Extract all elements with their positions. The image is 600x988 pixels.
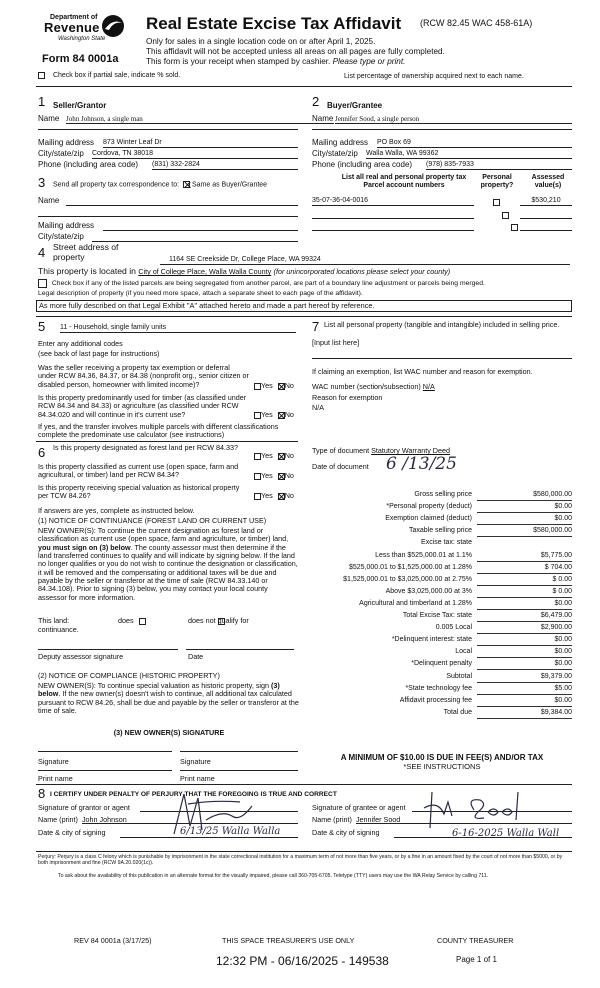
s5-q2-yes-label: Yes [261,410,273,419]
section2-number: 2 [312,94,320,109]
s5-q1-yes-checkbox[interactable] [254,383,261,390]
header-line3 [146,57,405,66]
reason-label: Reason for exemption [312,393,383,402]
located-row [38,267,572,277]
calc-label: Local [455,648,472,656]
county-treasurer: COUNTY TREASURER [437,936,514,945]
section5-rule [36,316,572,317]
section5-number: 5 [38,319,46,334]
exemption-text: If claiming an exemption, list WAC number and reason for exemption. [312,367,533,376]
s6-q3-no-checkbox[interactable] [278,493,285,500]
owner-sig-2-label: Signature [180,757,211,766]
calc-label: *Delinquent interest: state [391,636,472,644]
corr-city-field[interactable] [92,241,298,242]
personal-property-rule [312,358,572,359]
calc-label: Excise tax: state [421,539,472,547]
header-rule [36,86,572,87]
calc-value[interactable]: $0.00 [477,697,572,707]
owner-sig-1-field[interactable] [38,747,172,752]
same-as-buyer-label: Same as Buyer/Grantee [191,181,268,189]
calc-row [300,624,572,636]
calc-value[interactable]: $0.00 [477,515,572,525]
calc-row [300,491,572,503]
buyer-heading: Buyer/Grantee [327,101,383,110]
corr-name-label: Name [38,196,60,205]
grantor-date-field[interactable]: 6/13/25 Walla Walla [180,826,281,837]
same-as-buyer-checkbox[interactable] [183,181,190,188]
logo-state: Washington State [58,36,106,42]
s5-q2-note: If yes, and the transfer involves multiple parcels with different classifications complete the predominate use calculator (see instructions) [38,422,279,440]
buyer-phone-field[interactable]: (978) 835-7933 [426,161,572,170]
s6-q1-no-label: No [284,451,294,460]
buyer-name-label: Name [312,114,334,123]
buyer-name-row [312,114,572,123]
calc-value[interactable]: $580,000.00 [477,527,572,537]
seller-heading: Seller/Grantor [53,101,107,110]
calc-row [300,685,572,697]
logo-swoosh-icon [100,14,126,38]
page-number: Page 1 of 1 [456,955,497,964]
land-does-label: does [118,616,134,625]
reason-field[interactable]: N/A [312,403,324,412]
grantee-date-field[interactable]: 6-16-2025 Walla Wall [452,828,560,839]
owner-print-1-field[interactable] [38,766,172,771]
notice3-title: (3) NEW OWNER(S) SIGNATURE [113,728,225,737]
calc-label: Taxable selling price [408,527,472,535]
seller-mail-row [38,138,298,147]
parcels-header [330,174,478,190]
buyer-rule-1 [312,129,572,130]
calc-row [300,527,572,539]
buyer-city-label: City/state/zip [312,149,358,158]
segregated-label: Check box if any of the listed parcels are being segregated from another parcel, are part of a boundary line adjustment or parcels being merged. [51,280,485,288]
partial-sale-checkbox[interactable] [38,72,45,79]
s6-q1-no-checkbox[interactable] [278,453,285,460]
header-line3-text: This form is your receipt when stamped by cashier. [146,57,331,66]
seller-name-row [38,114,298,123]
legal-desc-box[interactable]: As more fully described on that Legal Exhibit "A" attached hereto and made a part hereof by reference. [36,300,572,312]
rev-number: REV 84 0001a (3/17/25) [74,936,152,945]
section6-number: 6 [38,445,46,460]
s5-q2-options [254,411,294,419]
date-city-grantor-label: Date & city of signing [38,828,106,837]
doc-type-field[interactable]: Statutory Warranty Deed [371,446,450,455]
calc-row [300,697,572,709]
wac-field[interactable]: N/A [422,382,435,391]
legal-desc-label: Legal description of property (if you need more space, attach a separate sheet to each page of the affidavit). [38,290,363,297]
form-citation: (RCW 82.45 WAC 458-61A) [420,18,533,28]
buyer-phone-label: Phone (including area code) [312,160,413,169]
parcel-3-value[interactable] [520,222,572,231]
section6-rule [36,441,298,442]
personal-property-header: Personal property? [480,174,514,190]
deputy-date-field[interactable] [186,645,294,650]
calc-row [300,576,572,588]
personal-property-text: List all personal property (tangible and intangible) included in selling price. [324,320,560,329]
logo-revenue: Revenue [44,20,100,35]
calc-label: Subtotal [446,672,472,680]
calc-row [300,564,572,576]
calc-row [300,552,572,564]
notice2-body [38,682,300,715]
corr-mail-field[interactable] [103,230,298,231]
street-field[interactable]: 1164 SE Creekside Dr, College Place, WA 99324 [160,256,570,265]
calc-label: Total Excise Tax: state [402,612,472,619]
calc-label: $1,525,000.01 to $3,025,000.00 at 2.75% [343,575,472,583]
calc-label: Gross selling price [414,491,472,498]
corr-mail-label: Mailing address [38,221,95,230]
seller-name-label: Name [38,114,60,123]
owner-print-2-label: Print name [180,774,215,783]
calc-value[interactable]: $9,384.00 [477,709,572,719]
calc-label: $525,000.01 to $1,525,000.00 at 1.28% [349,563,472,571]
calc-value[interactable]: $6,479.00 [477,612,572,622]
section3-number: 3 [38,175,46,190]
deputy-sig-label: Deputy assessor signature [38,652,124,661]
parcel-1-value[interactable]: $530,210 [520,197,572,206]
s6-q2-yes-label: Yes [261,471,273,480]
wac-row [312,383,435,391]
calc-value[interactable]: $2,900.00 [477,624,572,634]
footer-rule [36,851,572,852]
section8-rule [36,784,572,785]
calc-value[interactable]: $0.00 [477,636,572,646]
s6-question-1: Is this property designated as forest land per RCW 84.33? [53,443,238,452]
section4-number: 4 [38,245,46,260]
use-code-field[interactable]: 11 - Household, single family units [60,324,296,333]
doc-date-field[interactable]: 6 /13/25 [386,454,457,474]
s6-q3-yes-checkbox[interactable] [254,493,261,500]
segregated-checkbox[interactable] [38,279,47,288]
calc-value[interactable] [477,539,572,549]
grantee-signature[interactable] [418,790,528,832]
sig-grantor-label: Signature of grantor or agent [38,803,130,812]
s5-q2-yes-checkbox[interactable] [254,412,261,419]
calc-row [300,503,572,515]
buyer-mail-row [312,138,572,147]
s6-q2-no-label: No [284,471,294,480]
notice1-body [38,527,298,602]
located-field[interactable]: City of College Place, Walla Walla County [138,267,272,276]
s6-q3-yes-label: Yes [261,491,273,500]
buyer-phone-row [312,160,572,169]
doc-type-label: Type of document [312,446,370,455]
calc-row [300,709,572,721]
calc-label: Affidavit processing fee [399,696,472,704]
calc-label: *Delinquent penalty [411,660,472,668]
continuance-label: continuance. [38,625,79,634]
perjury-text: Perjury: Perjury is a class C felony which is punishable by imprisonment in the state correctional institution for a maximum term of not more than five years, or by a fine in an amount fixed by the court of not more than $5000, or by both imprisonment and fine (RCW 9A.20.020(1c)). [38,854,563,867]
certify-text: I CERTIFY UNDER PENALTY OF PERJURY THAT THE FOREGOING IS TRUE AND CORRECT [50,791,337,798]
form-number: Form 84 0001a [42,53,119,65]
calc-row [300,588,572,600]
calc-label: Exemption claimed (deduct) [385,515,472,523]
form-title: Real Estate Excise Tax Affidavit [146,14,402,33]
header-line1: Only for sales in a single location code on or after April 1, 2025. [146,37,376,46]
corr-name-field[interactable] [66,205,298,206]
seller-city-label: City/state/zip [38,149,84,158]
calc-row [300,648,572,660]
notice1-bold: you must sign on (3) below [38,542,131,552]
calc-row [300,515,572,527]
logo-dept-line1: Department of [50,14,98,21]
partial-sale-label: Check box if partial sale, indicate % sold. [52,72,181,80]
seller-city-row [38,149,298,158]
s5-q1-no-label: No [284,381,294,390]
s6-q2-options [254,472,294,480]
name-print-grantee-label: Name (print) [312,815,352,824]
calc-label: Less than $525,000.01 at 1.1% [375,551,472,559]
calc-label: 0.005 Local [435,624,472,632]
calc-value[interactable]: $9,379.00 [477,673,572,683]
receipt-stamp: 12:32 PM - 06/16/2025 - 149538 [216,954,389,968]
section8-number: 8 [38,786,46,801]
treasurer-use: THIS SPACE TREASURER'S USE ONLY [222,936,355,945]
calc-value[interactable]: $ 0.00 [477,576,572,586]
s5-q1-yes-label: Yes [261,381,273,390]
seller-mail-label: Mailing address [38,138,95,147]
s6-q2-no-checkbox[interactable] [278,473,285,480]
s6-q1-yes-label: Yes [261,451,273,460]
calc-value[interactable]: $0.00 [477,600,572,610]
parcel-2-personal-checkbox[interactable] [502,212,509,219]
located-label: This property is located in [38,266,136,276]
land-does-checkbox[interactable] [139,618,146,625]
minimum-line2: *SEE INSTRUCTIONS [403,762,481,771]
calc-label: *Personal property (deduct) [386,503,472,511]
owner-print-2-field[interactable] [180,766,298,771]
s6-if-yes: If answers are yes, complete as instructed below. [38,506,195,515]
buyer-mail-field[interactable]: PO Box 69 [377,139,572,148]
calc-label: Above $3,025,000.00 at 3% [385,587,472,595]
s5-question-2: Is this property predominantly used for timber (as classified under RCW 84.34 and 84.33) or agriculture (as classified under RCW 84.34.020 and will continue in it's current use? [38,393,247,419]
buyer-city-field[interactable]: Walla Walla, WA 99362 [366,150,572,159]
grantee-name-field[interactable]: Jennifer Sood [355,815,401,824]
header-line3-italic: Please type or print. [332,57,406,66]
s6-question-3: Is this property receiving special valuation as historical property per TCW 84.26? [38,483,240,501]
notice1-title: (1) NOTICE OF CONTINUANCE (FOREST LAND OR CURRENT USE) [38,516,267,525]
grantor-signature[interactable] [170,790,260,838]
parcels-header-line2: Parcel account numbers [363,182,445,190]
seller-phone-field[interactable]: (831) 332-2824 [152,161,298,170]
minimum-line1: A MINIMUM OF $10.00 IS DUE IN FEE(S) AND/OR TAX [340,753,544,762]
s6-q1-yes-checkbox[interactable] [254,453,261,460]
buyer-city-row [312,149,572,158]
wac-label: WAC number (section/subsection) [312,382,421,391]
correspondence-row [53,181,267,189]
personal-property-input[interactable]: [Input list here] [312,338,360,347]
partial-sale-row [38,72,180,80]
seller-rule-1 [38,129,298,130]
located-note: (for unincorporated locations please select your county) [273,267,451,276]
parcel-2-value[interactable] [520,210,572,219]
corr-mail-row [38,221,298,230]
owner-print-1-label: Print name [38,774,73,783]
s5-question-1: Was the seller receiving a property tax exemption or deferral under RCW 84.36, 84.37, or 84.38 (nonprofit org., senior citizen or disabled person, homeowner with limited income)? [38,363,249,389]
see-back-label: (see back of last page for instructions) [38,349,160,358]
sig-grantee-label: Signature of grantee or agent [312,803,406,812]
calc-row [300,612,572,624]
calc-row [300,636,572,648]
calc-row [300,539,572,551]
grantor-name-field[interactable]: John Johnson [81,815,127,824]
notice2-bold: (3) below [38,681,280,699]
calc-row [300,660,572,672]
parcel-1-field[interactable]: 35-07-36-04-0016 [312,197,474,206]
calc-value[interactable]: $0.00 [477,648,572,658]
enter-codes-label: Enter any additional codes [38,339,123,348]
notice2-text-b: . If the new owner(s) doesn't wish to continue, all additional tax calculated pursuant to RCW 84.26, shall be due and payable by the seller or transferor at the time of sale. [38,689,299,715]
calc-value[interactable]: $ 0.00 [477,588,572,598]
parcels-header-line1: List all real and personal property tax [341,174,467,181]
seller-city-field[interactable]: Cordova, TN 38018 [92,150,298,159]
notice1-text-b: . The county assessor must then determine if the land transferred continues to qualify and will indicate by signing below. If the land no longer qualifies or you do not wish to continue the designation or classification, it will be removed and the compensating or additional taxes will be due and payable by the seller or transferor at the time of sale (RCW 84.33.140 or 84.34.108). Prior to signing (3) below, you may contact your local county assessor for more information. [38,542,298,602]
street-label: Street address of property [53,242,119,262]
s5-q2-no-checkbox[interactable] [278,412,285,419]
calc-label: Agricultural and timberland at 1.28% [359,599,472,607]
calc-value[interactable]: $580,000.00 [477,491,572,501]
corr-name-row [38,196,298,205]
s6-question-2: Is this property classified as current use (open space, farm and agricultural, or timber) land per RCW 84.34? [38,462,239,480]
corr-city-label: City/state/zip [38,232,84,241]
s6-q1-options [254,452,294,460]
calc-row [300,673,572,685]
s6-q2-yes-checkbox[interactable] [254,473,261,480]
calc-label: *State technology fee [405,684,472,692]
date-city-grantee-label: Date & city of signing [312,828,380,837]
seller-name-field[interactable]: John Johnson, a single man [66,115,334,124]
calc-row [300,600,572,612]
s5-q1-options [254,382,294,390]
notice2-title: (2) NOTICE OF COMPLIANCE (HISTORIC PROPERTY) [38,671,220,680]
s5-q2-no-label: No [284,410,294,419]
parcel-1-personal-checkbox[interactable] [493,199,500,206]
corr-rule [38,216,298,217]
buyer-mail-label: Mailing address [312,138,369,147]
dor-logo [36,14,128,52]
seller-phone-row [38,160,298,169]
ownership-note: List percentage of ownership acquired next to each name. [344,73,524,80]
calc-value[interactable]: $0.00 [477,503,572,513]
buyer-name-field[interactable]: Jennifer Sood, a single person [335,115,572,124]
calc-value[interactable]: $5.00 [477,685,572,695]
deputy-sig-field[interactable] [38,645,178,650]
land-does-not-label: does not qualify for [188,616,249,625]
notice1-text-a: NEW OWNER(S): To continue the current designation as forest land or classification as current use (open space, farm and agriculture, or timber) land, [38,526,289,544]
calc-value[interactable]: $5,775.00 [477,552,572,562]
parcel-3-field[interactable] [312,222,474,231]
correspondence-text: Send all property tax correspondence to: [53,181,180,189]
parcel-2-field[interactable] [312,210,474,219]
name-print-grantor-label: Name (print) [38,815,78,824]
corr-city-row [38,232,298,241]
owner-sig-2-field[interactable] [180,747,298,752]
section7-number: 7 [312,319,320,334]
this-land-label: This land: [38,616,70,625]
notice2-text-a: NEW OWNER(S): To continue special valuation as historic property, sign [38,681,270,690]
segregated-row [38,279,578,288]
s5-q1-no-checkbox[interactable] [278,383,285,390]
calc-value[interactable]: $0.00 [477,660,572,670]
s6-q3-no-label: No [284,491,294,500]
section1-number: 1 [38,94,46,109]
header-line2: This affidavit will not be accepted unless all areas on all pages are fully completed. [146,47,445,56]
seller-phone-label: Phone (including area code) [38,160,139,169]
doc-date-label: Date of document [312,462,369,471]
owner-sig-1-label: Signature [38,757,69,766]
calc-value[interactable]: $ 704.00 [477,564,572,574]
calc-label: Total due [443,708,472,716]
accessibility-text: To ask about the availability of this publication in an alternate format for the visually impaired, please call 360-705-6705. Teletype (TTY) users may use the WA Relay Service by calling 711. [58,873,489,879]
parcel-3-personal-checkbox[interactable] [511,224,518,231]
seller-mail-field[interactable]: 873 Winter Leaf Dr [103,139,298,148]
s6-q3-options [254,492,294,500]
deputy-date-label: Date [188,652,204,661]
assessed-value-header: Assessed value(s) [531,174,565,190]
